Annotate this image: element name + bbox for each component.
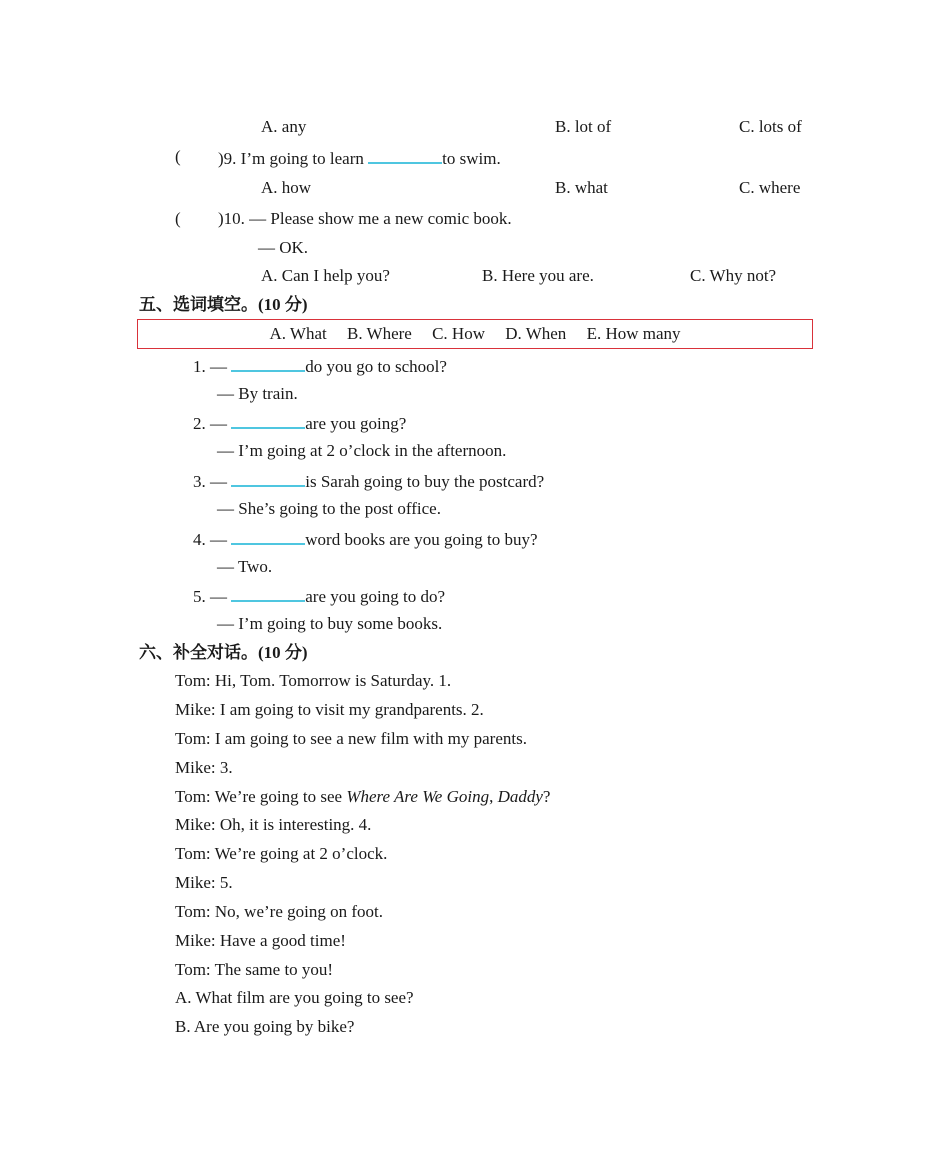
s5-answer-1: — By train. [217, 384, 298, 403]
q10-reply: — OK. [258, 238, 309, 257]
film-title-1: Where Are We Going [346, 787, 490, 806]
s5-blank-1[interactable] [231, 355, 305, 372]
word-option-d: D. When [505, 324, 567, 343]
dialogue-line-7: Tom: We’re going at 2 o’clock. [175, 844, 388, 863]
dialogue-line-9: Tom: No, we’re going on foot. [175, 902, 383, 921]
q8-option-b: B. lot of [555, 117, 612, 136]
s5-item-num: 5. — [193, 587, 227, 606]
s5-item-text: are you going? [305, 414, 407, 433]
film-line-prefix: Tom: We’re going to see [175, 787, 347, 806]
s5-item-num: 4. — [193, 530, 227, 549]
choice-a: A. What film are you going to see? [175, 988, 414, 1007]
film-line-comma: , [489, 787, 498, 806]
s5-answer-4: — Two. [217, 557, 273, 576]
dialogue-line-11: Tom: The same to you! [175, 960, 334, 979]
s5-blank-2[interactable] [231, 412, 305, 429]
word-option-b: B. Where [347, 324, 412, 343]
s5-item-num: 1. — [193, 357, 227, 376]
q9-stem [218, 147, 501, 169]
q9-option-a: A. how [261, 178, 312, 197]
word-bank-box [137, 319, 813, 349]
word-option-c: C. How [432, 324, 485, 343]
s5-item-num: 2. — [193, 414, 227, 433]
word-option-a: A. What [269, 324, 327, 343]
q10-stem: )10. — Please show me a new comic book. [218, 209, 512, 228]
dialogue-line-3: Tom: I am going to see a new film with my parents. [175, 729, 527, 748]
s5-item-text: word books are you going to buy? [305, 530, 538, 549]
q9-text-after: to swim. [442, 149, 501, 168]
s5-item-4 [193, 528, 538, 550]
dialogue-line-10: Mike: Have a good time! [175, 931, 346, 950]
section5-heading: 五、选词填空。(10 分) [139, 295, 308, 314]
s5-item-text: is Sarah going to buy the postcard? [305, 472, 545, 491]
s5-item-3 [193, 470, 544, 492]
q9-answer-paren: ( [175, 147, 181, 166]
q9-option-c: C. where [739, 178, 801, 197]
film-line-end: ? [542, 787, 551, 806]
s5-answer-3: — She’s going to the post office. [217, 499, 441, 518]
q10-option-c: C. Why not? [690, 266, 777, 285]
q10-answer-paren: ( [175, 209, 181, 228]
s5-blank-3[interactable] [231, 470, 305, 487]
q9-blank[interactable] [368, 147, 442, 164]
dialogue-line-8: Mike: 5. [175, 873, 233, 892]
dialogue-line-4: Mike: 3. [175, 758, 233, 777]
s5-item-text: are you going to do? [305, 587, 445, 606]
s5-item-1 [193, 355, 447, 377]
dialogue-line-film [175, 787, 550, 807]
s5-item-text: do you go to school? [305, 357, 447, 376]
choice-b: B. Are you going by bike? [175, 1017, 355, 1036]
s5-answer-5: — I’m going to buy some books. [217, 614, 443, 633]
word-option-e: E. How many [586, 324, 681, 343]
q9-text: )9. I’m going to learn [218, 149, 364, 168]
film-title-2: Daddy [497, 787, 543, 806]
s5-item-5 [193, 585, 445, 607]
q10-option-b: B. Here you are. [482, 266, 594, 285]
dialogue-line-2: Mike: I am going to visit my grandparents. 2. [175, 700, 484, 719]
dialogue-line-1: Tom: Hi, Tom. Tomorrow is Saturday. 1. [175, 671, 452, 690]
q10-option-a: A. Can I help you? [261, 266, 390, 285]
q8-option-a: A. any [261, 117, 307, 136]
s5-blank-5[interactable] [231, 585, 305, 602]
word-bank [138, 320, 812, 348]
q8-option-c: C. lots of [739, 117, 802, 136]
s5-answer-2: — I’m going at 2 o’clock in the afternoon. [217, 441, 507, 460]
dialogue-line-6: Mike: Oh, it is interesting. 4. [175, 815, 372, 834]
section6-heading: 六、补全对话。(10 分) [139, 643, 308, 662]
s5-blank-4[interactable] [231, 528, 305, 545]
s5-item-num: 3. — [193, 472, 227, 491]
s5-item-2 [193, 412, 406, 434]
q9-option-b: B. what [555, 178, 608, 197]
